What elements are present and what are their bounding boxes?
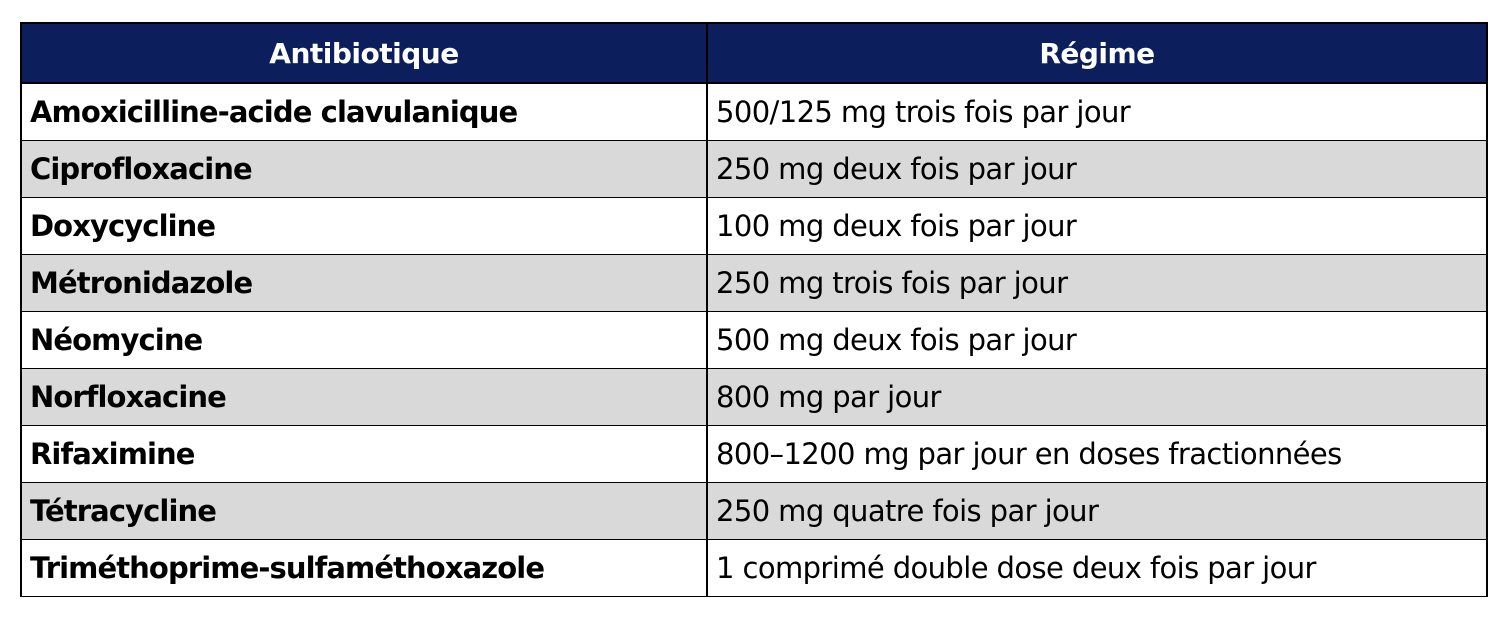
regimen-cell: 800–1200 mg par jour en doses fractionnées bbox=[707, 426, 1487, 483]
regimen-cell: 800 mg par jour bbox=[707, 369, 1487, 426]
antibiotic-cell: Doxycycline bbox=[21, 198, 707, 255]
regimen-cell: 500/125 mg trois fois par jour bbox=[707, 83, 1487, 141]
antibiotic-regimen-table bbox=[20, 22, 1488, 597]
table-header bbox=[21, 23, 1487, 83]
regimen-cell: 250 mg deux fois par jour bbox=[707, 141, 1487, 198]
table-row bbox=[21, 198, 1487, 255]
antibiotic-cell: Amoxicilline-acide clavulanique bbox=[21, 83, 707, 141]
table-row bbox=[21, 540, 1487, 597]
table-row bbox=[21, 141, 1487, 198]
regimen-cell: 1 comprimé double dose deux fois par jour bbox=[707, 540, 1487, 597]
table-row bbox=[21, 369, 1487, 426]
table-row bbox=[21, 312, 1487, 369]
antibiotic-regimen-table-container bbox=[20, 22, 1486, 597]
antibiotic-cell: Rifaximine bbox=[21, 426, 707, 483]
table-body bbox=[21, 83, 1487, 597]
regimen-cell: 250 mg trois fois par jour bbox=[707, 255, 1487, 312]
table-row bbox=[21, 83, 1487, 141]
antibiotic-cell: Ciprofloxacine bbox=[21, 141, 707, 198]
table-row bbox=[21, 483, 1487, 540]
antibiotic-cell: Triméthoprime-sulfaméthoxazole bbox=[21, 540, 707, 597]
antibiotic-cell: Néomycine bbox=[21, 312, 707, 369]
header-regimen: Régime bbox=[707, 23, 1487, 83]
header-row bbox=[21, 23, 1487, 83]
antibiotic-cell: Métronidazole bbox=[21, 255, 707, 312]
regimen-cell: 500 mg deux fois par jour bbox=[707, 312, 1487, 369]
antibiotic-cell: Norfloxacine bbox=[21, 369, 707, 426]
table-row bbox=[21, 426, 1487, 483]
regimen-cell: 250 mg quatre fois par jour bbox=[707, 483, 1487, 540]
regimen-cell: 100 mg deux fois par jour bbox=[707, 198, 1487, 255]
antibiotic-cell: Tétracycline bbox=[21, 483, 707, 540]
table-row bbox=[21, 255, 1487, 312]
header-antibiotic: Antibiotique bbox=[21, 23, 707, 83]
